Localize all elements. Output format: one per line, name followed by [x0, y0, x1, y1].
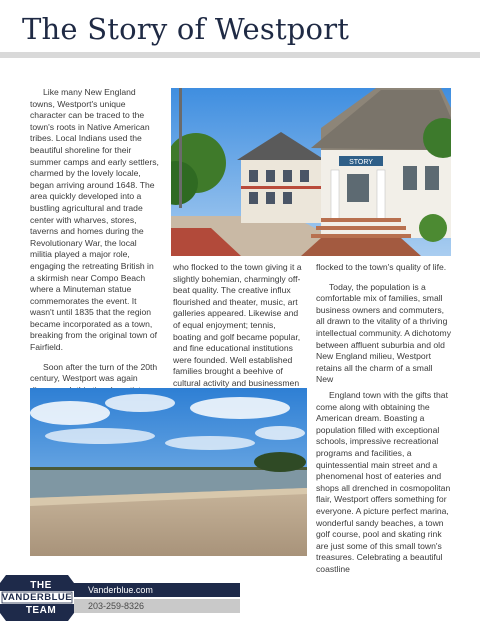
paragraph-artists: Soon after the turn of the 20th century, Westport was again [30, 361, 158, 384]
article-column-3 [316, 262, 451, 394]
paragraph-history: Like many New England towns, Westport's unique character can be traced to the town's roots in Native American tribes. Local Indians used the beautiful shoreline for their summer camps and early settlers, charmed by the lovely locale, began arriving around 1648. The area quickly developed into a bustling agricultural and trade center with wharves, stores, taverns and homes during the Revolutionary War, the local militia played a major role, engaging the retreating British in a skirmish near Compo Beach where a Minuteman statue commemorates the event. It wasn't until 1835 that the region became incorporated as a town, breaking from the original town of Fairfield. [30, 87, 159, 353]
logo-name: VANDERBLUE [1, 592, 73, 603]
logo-team: TEAM [25, 605, 57, 616]
article-column-2 [173, 262, 303, 398]
paragraph-quality-of-life: flocked to the town's quality of life. [316, 262, 447, 272]
paragraph-today: Today, the population is a comfortable mix of families, small business owners and commuters, all drawn to the vitality of a thriving intellectual community. A dichotomy between affluent suburbia and old New England milieu, Westport retains all the charm of a small New [316, 281, 452, 385]
logo-the: THE [30, 580, 52, 591]
paragraph-gifts: England town with the gifts that come along with obtaining the American dream. Boasting a population filled with exceptional schools, impressive recreational programs and facilities, a quintessential main street and a phenomenal host of eateries and shops all drenched in cosmopolitan flair, Westport offers something for everyone. A picture perfect marina, wonderful sandy beaches, a town golf course, pool and skating rink are just some of this small town's treasures. Celebrating a beautiful coastline [316, 390, 451, 574]
article-column-3-continued [316, 390, 451, 584]
title-divider [0, 52, 480, 58]
article-column-1 [30, 87, 160, 416]
beach-photo [30, 388, 307, 556]
page-title: The Story of Westport [22, 12, 350, 46]
store-sign-text: STORY [349, 159, 373, 166]
town-photo [171, 88, 451, 256]
website-link[interactable]: Vanderblue.com [88, 585, 153, 595]
paragraph-culture: who flocked to the town giving it a slightly bohemian, charmingly off-beat quality. The creative influx flourished and theater, music, art galleries appeared. Likewise and of equal enjoyment; tennis, boating and golf became popular, and fine educational institutions were founded. Well established families brought a beehive of cultural activity and businessmen [173, 262, 302, 388]
phone-number: 203-259-8326 [88, 601, 145, 611]
